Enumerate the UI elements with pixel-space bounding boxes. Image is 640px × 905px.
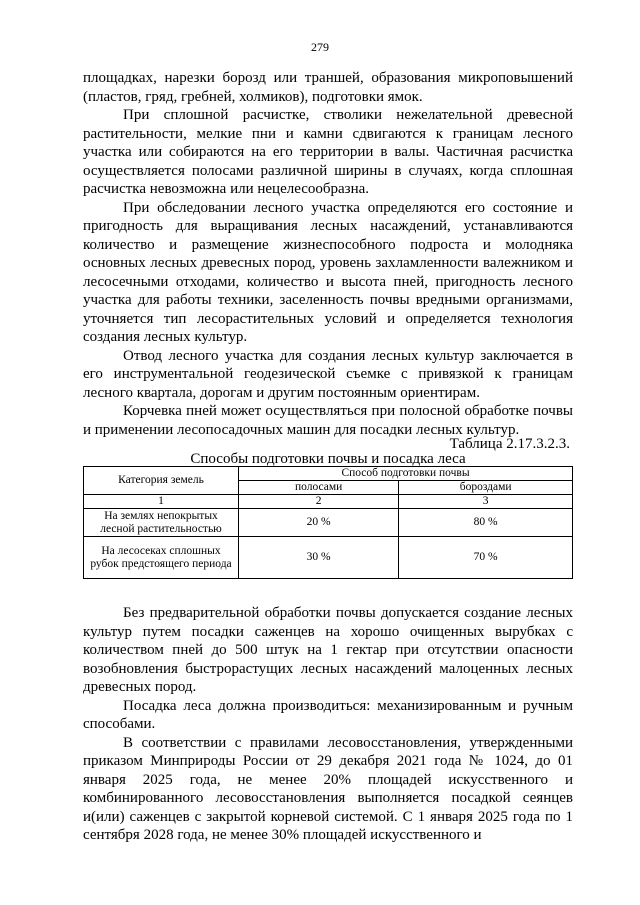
body-text-bottom: [83, 604, 573, 845]
paragraph: Отвод лесного участка для создания лесных культур заключается в его инструментальной геодезической съемке с привязкой к границам лесного квартала, дорогам и другим постоянным ориентирам.: [83, 347, 573, 401]
header-category: Категория земель: [84, 467, 239, 495]
body-text-top: [83, 69, 573, 439]
table-row: [84, 495, 573, 509]
row-strips: 20 %: [239, 509, 399, 537]
paragraph: При сплошной расчистке, стволики нежелательной древесной растительности, мелкие пни и камни сдвигаются к границам лесного участка или собираются на его территории в валы. Частичная расчистка осуществляется полосами различной ширины в случаях, когда сплошная расчистка невозможна или нецелесообразна.: [83, 107, 573, 197]
table-title: Способы подготовки почвы и посадка леса: [190, 451, 466, 467]
paragraph: площадках, нарезки борозд или траншей, образования микроповышений (пластов, гряд, гребней, холмиков), подготовки ямок.: [83, 70, 573, 105]
header-furrows: бороздами: [399, 481, 573, 495]
soil-prep-table: [83, 466, 573, 579]
table-row: [84, 509, 573, 537]
header-strips: полосами: [239, 481, 399, 495]
page-number: 279: [311, 40, 329, 54]
paragraph: В соответствии с правилами лесовосстановления, утвержденными приказом Минприроды России от 29 декабря 2021 года № 1024, до 01 января 2025 года, не менее 20% площадей искусственного и комбинированного лесовосстановления выполняется посадкой сеянцев и(или) саженцев с закрытой корневой системой. С 1 января 2025 года по 1 сентября 2028 года, не менее 30% площадей искусственного и: [83, 734, 573, 843]
paragraph: Без предварительной обработки почвы допускается создание лесных культур путем посадки саженцев на хорошо очищенных вырубках с количеством пней до 500 штук на 1 гектар при отсутствии опасности возобновления быстрорастущих лесных насаждений малоценных лесных древесных пород.: [83, 605, 573, 695]
column-number: 3: [399, 495, 573, 509]
table-label: Таблица 2.17.3.2.3.: [449, 436, 570, 452]
row-furrows: 70 %: [399, 537, 573, 579]
row-strips: 30 %: [239, 537, 399, 579]
paragraph: Посадка леса должна производиться: механизированным и ручным способами.: [83, 697, 573, 732]
column-number: 1: [84, 495, 239, 509]
table-row: [84, 537, 573, 579]
paragraph: При обследовании лесного участка определяются его состояние и пригодность для выращивания лесных насаждений, устанавливаются количество и размещение жизнеспособного подроста и молодняка основных лесных древесных пород, уровень захламленности валежником и лесосечными отходами, количество и высота пней, пригодность лесного участка для работы техники, заселенность почвы вредными организмами, уточняется тип лесорастительных условий и определяется технология создания лесных культур.: [83, 199, 573, 345]
header-method: Способ подготовки почвы: [239, 467, 573, 481]
row-category: На землях непокрытых лесной растительностью: [84, 509, 239, 537]
column-number: 2: [239, 495, 399, 509]
row-furrows: 80 %: [399, 509, 573, 537]
row-category: На лесосеках сплошных рубок предстоящего периода: [84, 537, 239, 579]
paragraph: Корчевка пней может осуществляться при полосной обработке почвы и применении лесопосадочных машин для посадки лесных культур.: [83, 403, 573, 438]
